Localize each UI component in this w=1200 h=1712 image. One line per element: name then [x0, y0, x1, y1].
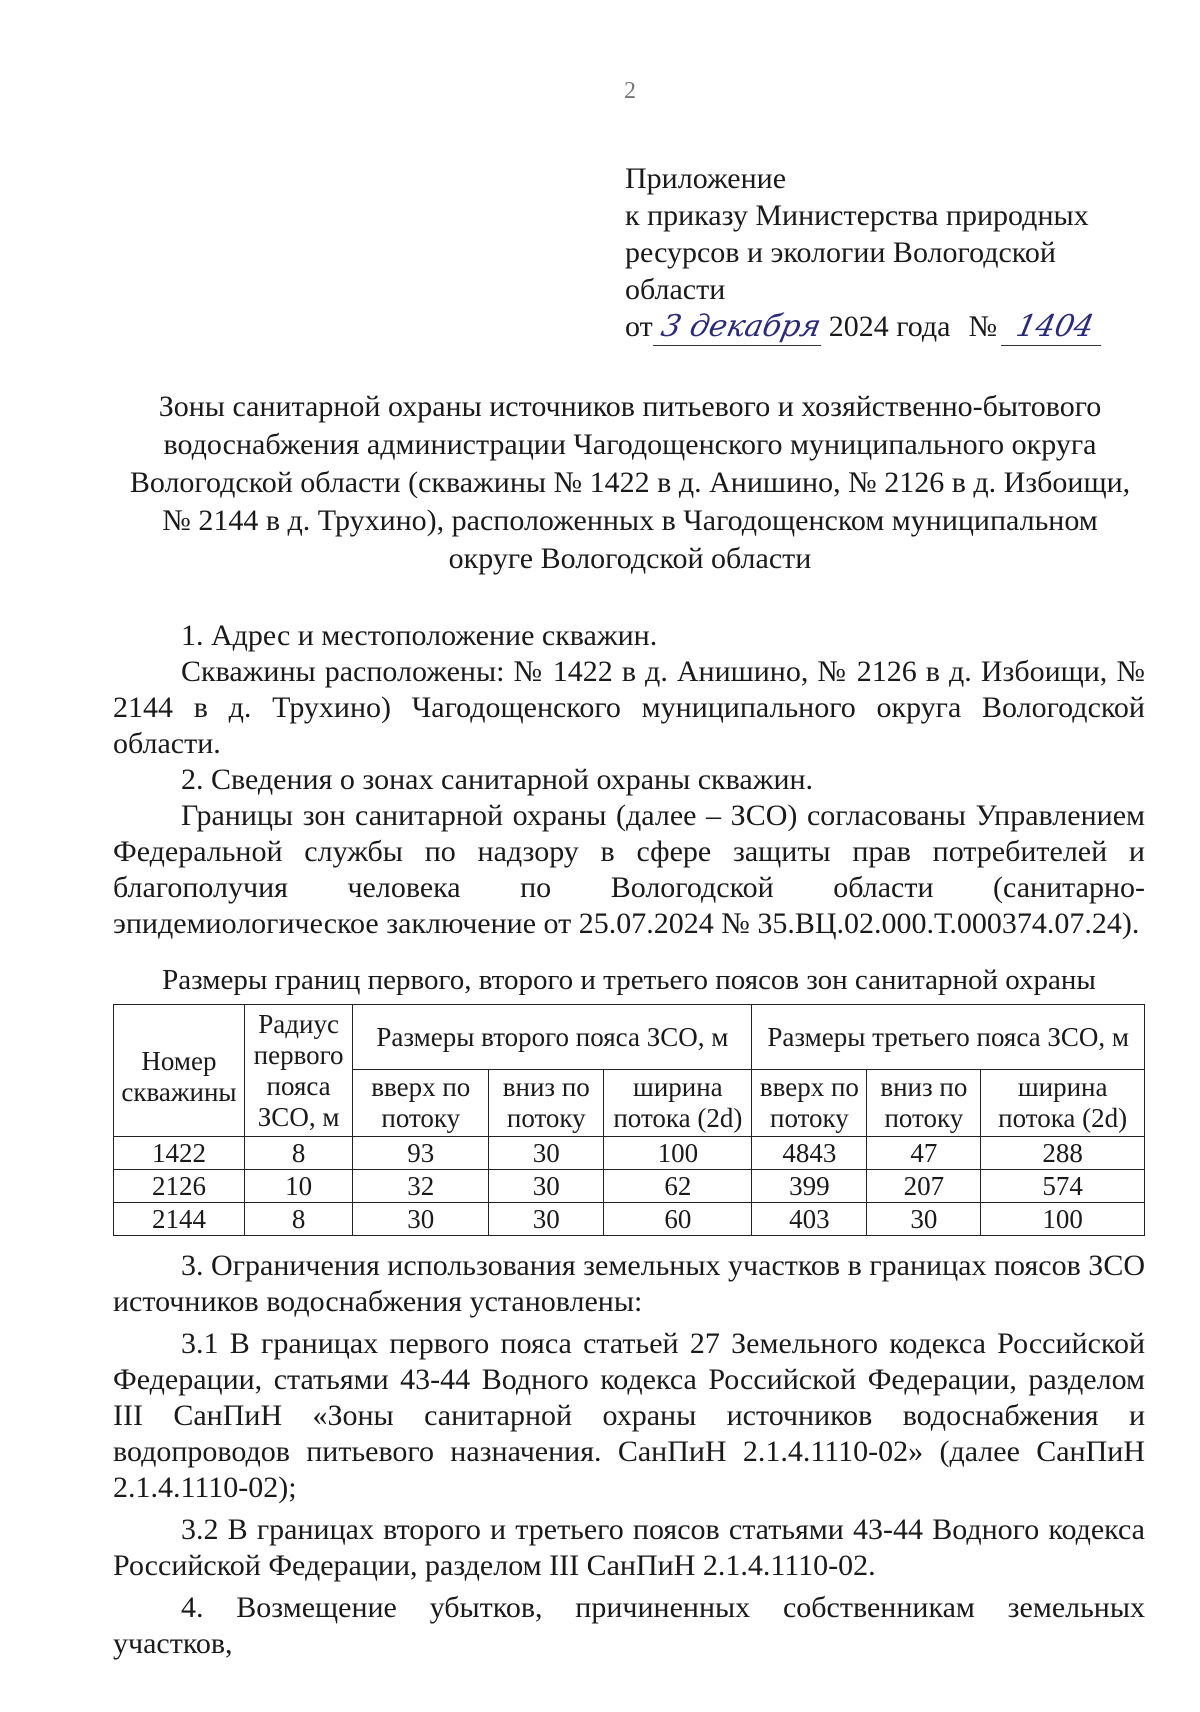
cell-third-down: 30 [867, 1203, 981, 1236]
cell-third-down: 47 [867, 1137, 981, 1170]
zones-table [113, 1004, 1145, 1236]
appendix-block [625, 160, 1145, 346]
cell-third-width: 100 [981, 1203, 1145, 1236]
appendix-line: ресурсов и экологии Вологодской [625, 236, 1056, 269]
header-third-upstream: вверх по потоку [752, 1070, 867, 1137]
cell-second-width: 60 [604, 1203, 752, 1236]
number-label: № [968, 310, 998, 343]
cell-second-up: 93 [353, 1137, 489, 1170]
sections-1-2 [113, 618, 1145, 942]
section-3-2-text: 3.2 В границах второго и третьего поясов статьями 43-44 Водного кодекса Российской Федерации, разделом III СанПиН 2.1.4.1110-02. [113, 1513, 1145, 1582]
cell-radius: 8 [244, 1137, 352, 1170]
header-second-belt: Размеры второго пояса ЗСО, м [353, 1005, 752, 1070]
cell-radius: 8 [244, 1203, 352, 1236]
section-1-heading: 1. Адрес и местоположение скважин. [181, 619, 658, 652]
cell-second-down: 30 [489, 1137, 604, 1170]
cell-second-up: 32 [353, 1170, 489, 1203]
order-date-line [625, 308, 1145, 346]
order-year: 2024 года [828, 310, 951, 343]
header-third-width: ширина потока (2d) [981, 1070, 1145, 1137]
section-4-text: 4. Возмещение убытков, причиненных собственникам земельных участков, [113, 1591, 1145, 1660]
table-row [114, 1137, 1145, 1170]
page-number: 2 [624, 78, 636, 104]
section-3-text: 3. Ограничения использования земельных участков в границах поясов ЗСО источников водоснабжения установлены: [113, 1249, 1145, 1318]
document-title: Зоны санитарной охраны источников питьевого и хозяйственно-бытового водоснабжения администрации Чагодощенского муниципального округа Вологодской области (скважины № 1422 в д. Анишино, № 2126 в д. Избоищи, № 2144 в д. Трухино), расположенных в Чагодощенском муниципальном округе Вологодской области [129, 390, 1131, 575]
cell-third-down: 207 [867, 1170, 981, 1203]
cell-third-up: 4843 [752, 1137, 867, 1170]
header-third-downstream: вниз по потоку [867, 1070, 981, 1137]
cell-radius: 10 [244, 1170, 352, 1203]
cell-well: 1422 [114, 1137, 245, 1170]
cell-well: 2126 [114, 1170, 245, 1203]
section-3-1-text: 3.1 В границах первого пояса статьей 27 Земельного кодекса Российской Федерации, статьями 43-44 Водного кодекса Российской Федерации, разделом III СанПиН «Зоны санитарной охраны источников водоснабжения и водопроводов питьевого назначения. СанПиН 2.1.4.1110-02» (далее СанПиН 2.1.4.1110-02); [113, 1327, 1145, 1504]
cell-second-width: 62 [604, 1170, 752, 1203]
header-second-width: ширина потока (2d) [604, 1070, 752, 1137]
appendix-line: области [625, 273, 726, 306]
appendix-line: к приказу Министерства природных [625, 199, 1089, 232]
section-2-text: Границы зон санитарной охраны (далее – ЗСО) согласованы Управлением Федеральной службы по надзору в сфере защиты прав потребителей и благополучия человека по Вологодской области (санитарно-эпидемиологическое заключение от 25.07.2024 № 35.ВЦ.02.000.Т.000374.07.24). [113, 799, 1145, 940]
cell-well: 2144 [114, 1203, 245, 1236]
header-radius-first: Радиус первого пояса ЗСО, м [244, 1005, 352, 1137]
table-row [114, 1203, 1145, 1236]
cell-second-down: 30 [489, 1170, 604, 1203]
header-second-downstream: вниз по потоку [489, 1070, 604, 1137]
cell-third-up: 403 [752, 1203, 867, 1236]
section-1-text: Скважины расположены: № 1422 в д. Анишино, № 2126 в д. Избоищи, № 2144 в д. Трухино) Чагодощенского муниципального округа Вологодской области. [113, 655, 1145, 760]
cell-third-width: 288 [981, 1137, 1145, 1170]
cell-third-up: 399 [752, 1170, 867, 1203]
cell-second-up: 30 [353, 1203, 489, 1236]
table-caption: Размеры границ первого, второго и третьего поясов зон санитарной охраны [162, 964, 1096, 996]
handwritten-date: 3 декабря [653, 308, 829, 346]
table-row [114, 1170, 1145, 1203]
cell-third-width: 574 [981, 1170, 1145, 1203]
cell-second-down: 30 [489, 1203, 604, 1236]
handwritten-order-number: 1404 [1001, 308, 1109, 346]
header-second-upstream: вверх по потоку [353, 1070, 489, 1137]
header-well-number: Номер скважины [114, 1005, 245, 1137]
date-prefix: от [625, 310, 653, 343]
appendix-line: Приложение [625, 162, 787, 195]
section-2-heading: 2. Сведения о зонах санитарной охраны скважин. [181, 763, 814, 796]
sections-3-4 [113, 1248, 1145, 1662]
cell-second-width: 100 [604, 1137, 752, 1170]
header-third-belt: Размеры третьего пояса ЗСО, м [752, 1005, 1145, 1070]
